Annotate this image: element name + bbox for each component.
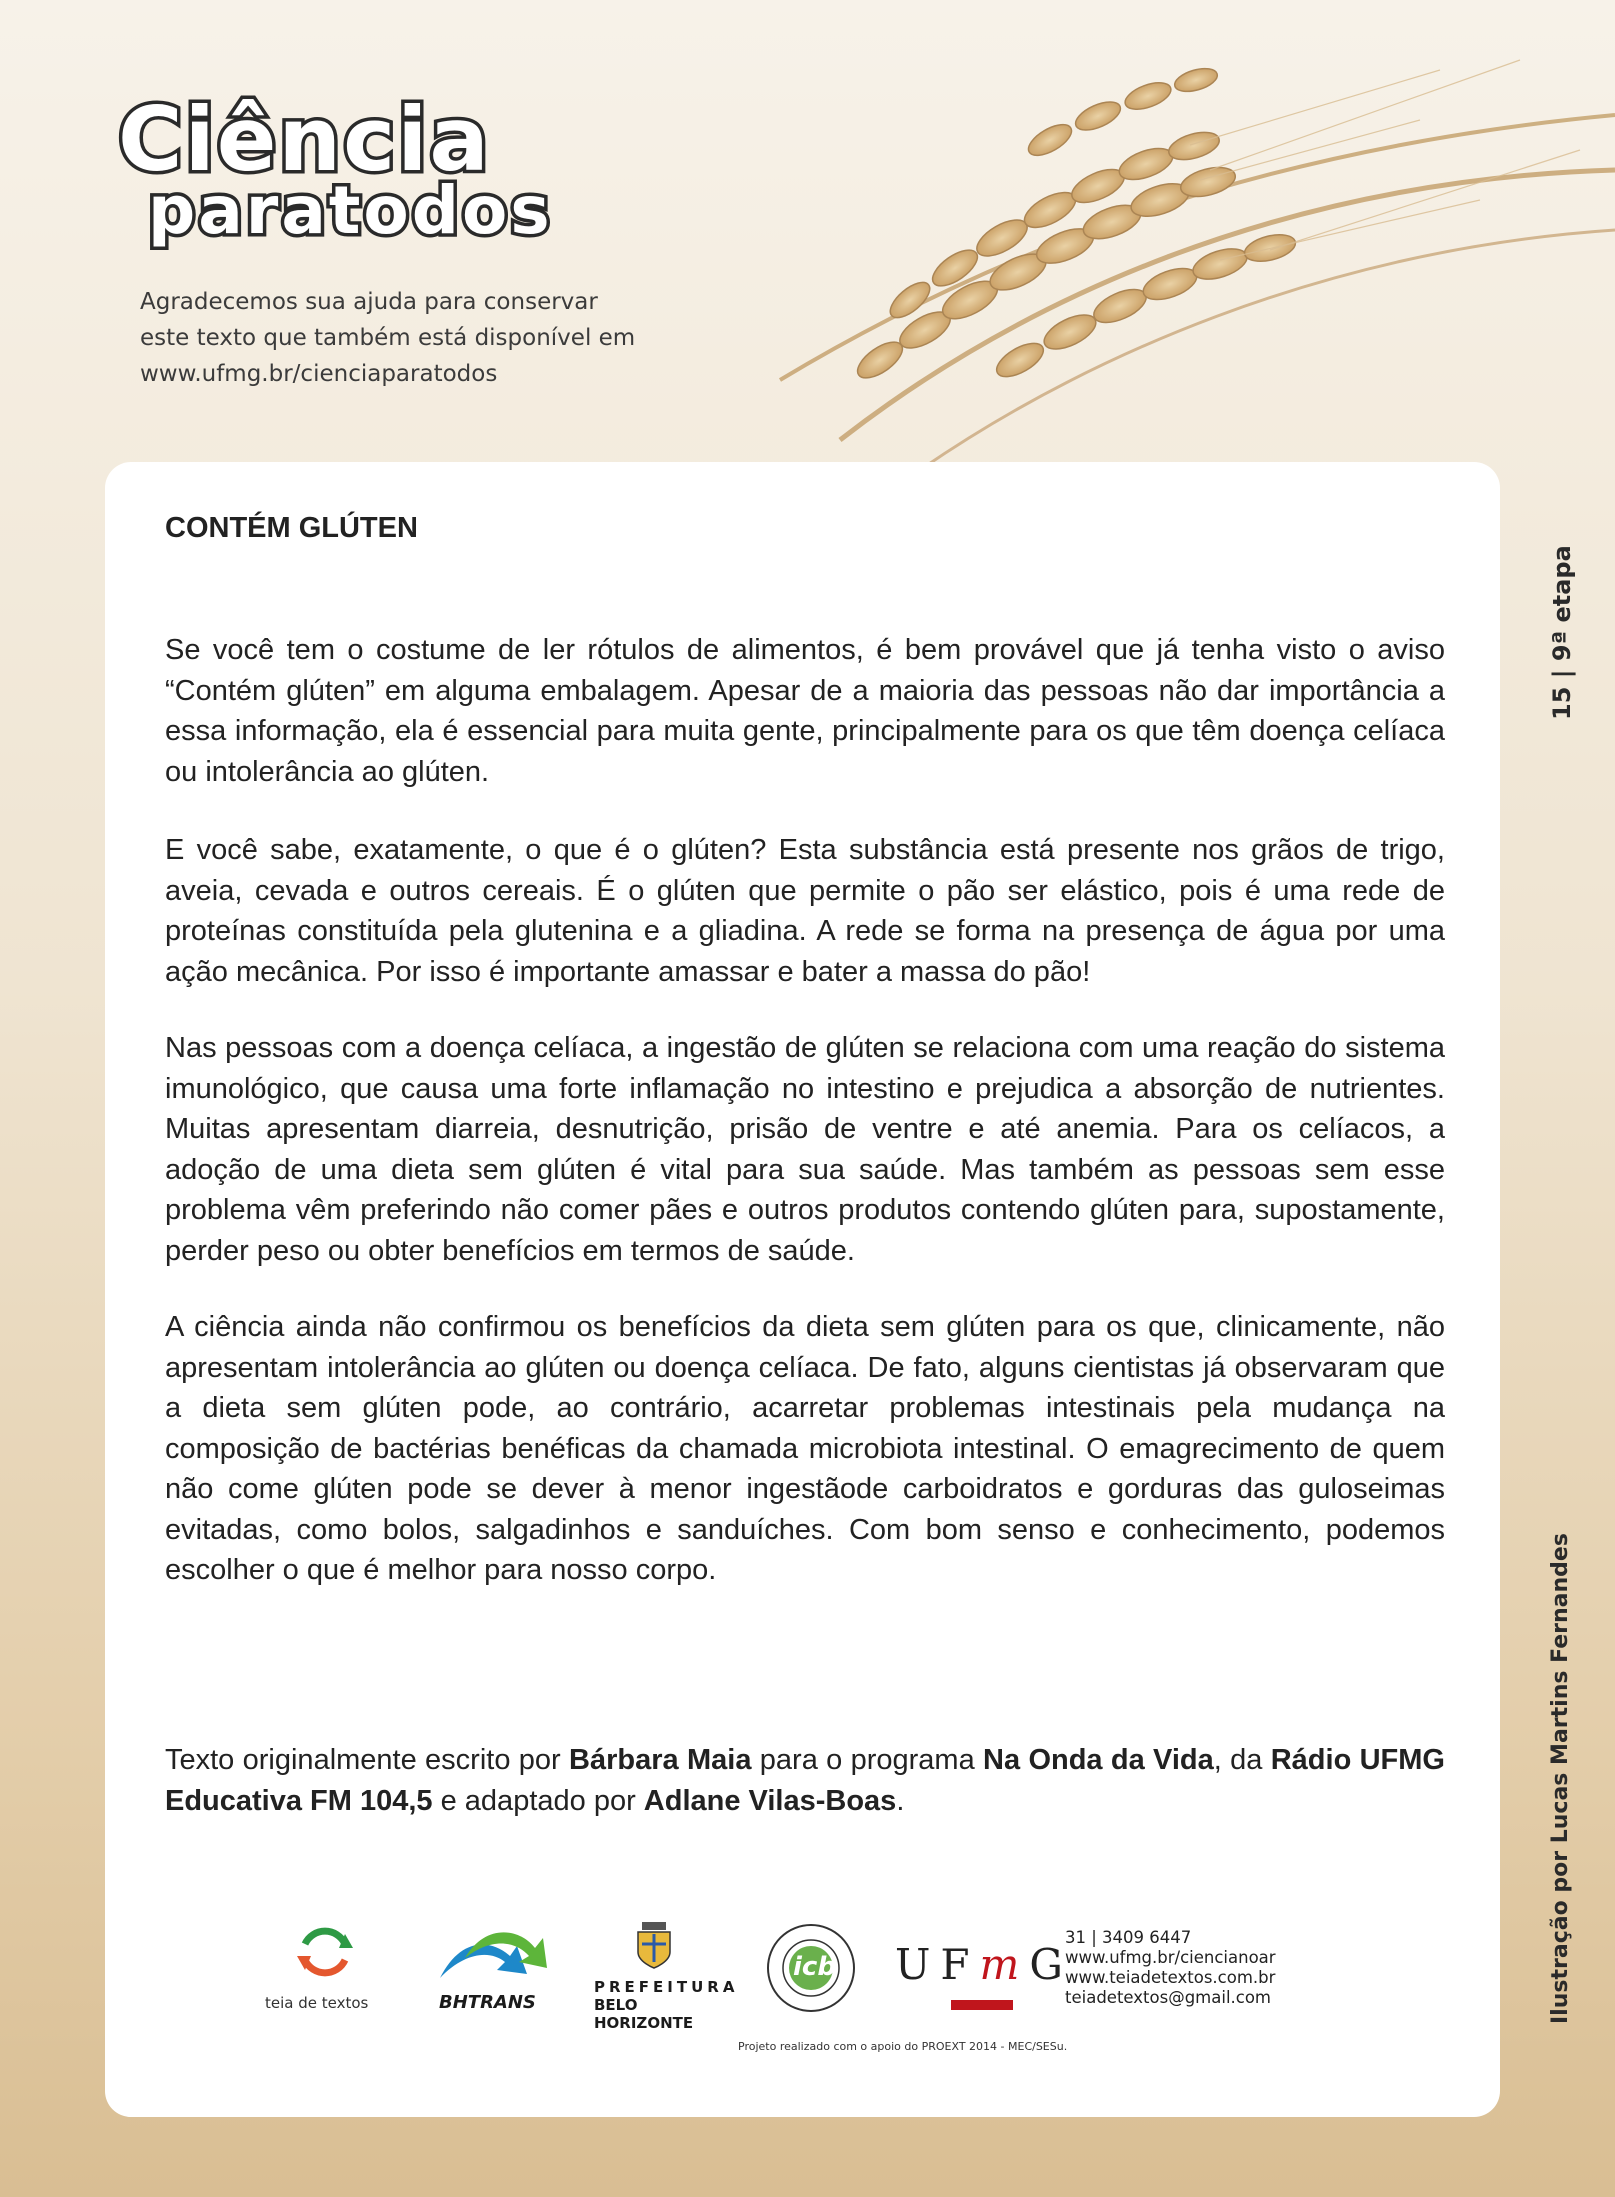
credit-author: Bárbara Maia <box>569 1744 752 1776</box>
ciencia-para-todos-logo <box>118 88 598 258</box>
intro-text <box>140 284 700 392</box>
logo-line-paratodos: paratodos <box>148 172 553 249</box>
contact-phone: 31 | 3409 6447 <box>1065 1928 1192 1947</box>
article-paragraph-4: A ciência ainda não confirmou os benefícios da dieta sem glúten para os que, clinicamente, não apresentam intolerância ao glúten ou doença celíaca. De fato, alguns cientistas já observaram que a dieta sem glúten pode, ao contrário, acarretar problemas intestinais pela mudança na composição de bactérias benéficas da chamada microbiota intestinal. O emagrecimento de quem não come glúten pode se dever à menor ingestãode carboidratos e gorduras das guloseimas evitadas, como bolos, salgadinhos e sanduíches. Com bom senso e conhecimento, podemos escolher o que é melhor para nosso corpo. <box>165 1311 1445 1586</box>
article-paragraph-2: E você sabe, exatamente, o que é o glúten? Esta substância está presente nos grãos de trigo, aveia, cevada e outros cereais. É o glúten que permite o pão ser elástico, pois é uma rede de proteínas constituída pela glutenina e a gliadina. A rede se forma na presença de água por uma ação mecânica. Por isso é importante amassar e bater a massa do pão! <box>165 834 1445 988</box>
credit-text-1: Texto originalmente escrito por <box>165 1744 570 1776</box>
credit-adapter: Adlane Vilas-Boas <box>643 1784 897 1817</box>
teia-icon <box>295 1922 355 1982</box>
intro-url: www.ufmg.br/cienciaparatodos <box>140 361 498 387</box>
proext-note: Projeto realizado com o apoio do PROEXT 2014 - MEC/SESu. <box>738 2040 1068 2053</box>
ufmg-underline <box>951 2000 1013 2010</box>
teia-de-textos-logo <box>265 1922 385 2022</box>
credit-radio: Rádio UFMG Educativa FM 104,5 <box>165 1744 1445 1817</box>
contact-site-ufmg[interactable]: www.ufmg.br/ciencianoar <box>1065 1948 1276 1967</box>
author-credit <box>165 1740 1445 1821</box>
city-crest-icon <box>634 1922 674 1970</box>
intro-line-2: este texto que também está disponível em <box>140 325 636 351</box>
logo-line-ciencia: Ciência <box>118 88 491 191</box>
illustration-credit: Ilustração por Lucas Martins Fernandes <box>1548 1533 1573 2024</box>
credit-text-3: , da <box>1213 1744 1271 1776</box>
intro-line-1: Agradecemos sua ajuda para conservar <box>140 289 598 315</box>
credit-text-2: para o programa <box>751 1744 984 1776</box>
article-paragraph-1: Se você tem o costume de ler rótulos de alimentos, é bem provável que já tenha visto o aviso “Contém glúten” em alguma embalagem. Apesar de a maioria das pessoas não dar importância a essa informação, ela é essencial para muita gente, principalmente para os que têm doença celíaca ou intolerância ao glúten. <box>165 634 1445 788</box>
contact-site-teia[interactable]: www.teiadetextos.com.br <box>1065 1968 1276 1987</box>
bhtrans-label: BHTRANS <box>439 1992 536 2013</box>
edition-label: 15 | 9ª etapa <box>1548 545 1576 720</box>
article-card <box>105 462 1500 2117</box>
bhtrans-arrows-icon <box>435 1928 550 1988</box>
ufmg-m: m <box>979 1940 1030 1989</box>
prefeitura-label: PREFEITURA <box>594 1978 739 1996</box>
credit-text-4: e adaptado por <box>432 1784 644 1817</box>
credit-program: Na Onda da Vida <box>983 1744 1214 1776</box>
ufmg-uf: UF <box>895 1940 980 1989</box>
prefeitura-logo <box>590 1922 739 2032</box>
contact-info <box>1065 1928 1276 2008</box>
ufmg-g: G <box>1029 1940 1073 1989</box>
article-title: CONTÉM GLÚTEN <box>165 512 418 544</box>
contact-email[interactable]: teiadetextos@gmail.com <box>1065 1988 1272 2007</box>
icb-label: icb <box>793 1952 836 1982</box>
teia-label: teia de textos <box>265 1994 369 2012</box>
wheat-illustration <box>720 0 1615 470</box>
ufmg-logo <box>895 1940 1073 1989</box>
belo-horizonte-label: BELO HORIZONTE <box>594 1996 694 2032</box>
bhtrans-logo <box>435 1928 555 2018</box>
icb-logo <box>765 1922 865 2022</box>
article-paragraph-3: Nas pessoas com a doença celíaca, a ingestão de glúten se relaciona com uma reação do sistema imunológico, que causa uma forte inflamação no intestino e prejudica a absorção de nutrientes. Muitas apresentam diarreia, desnutrição, prisão de ventre e até anemia. Para os celíacos, a adoção de uma dieta sem glúten é vital para sua saúde. Mas também as pessoas sem esse problema vêm preferindo não comer pães e outros produtos contendo glúten para, supostamente, perder peso ou obter benefícios em termos de saúde. <box>165 1032 1445 1267</box>
credit-text-5: . <box>896 1784 905 1817</box>
